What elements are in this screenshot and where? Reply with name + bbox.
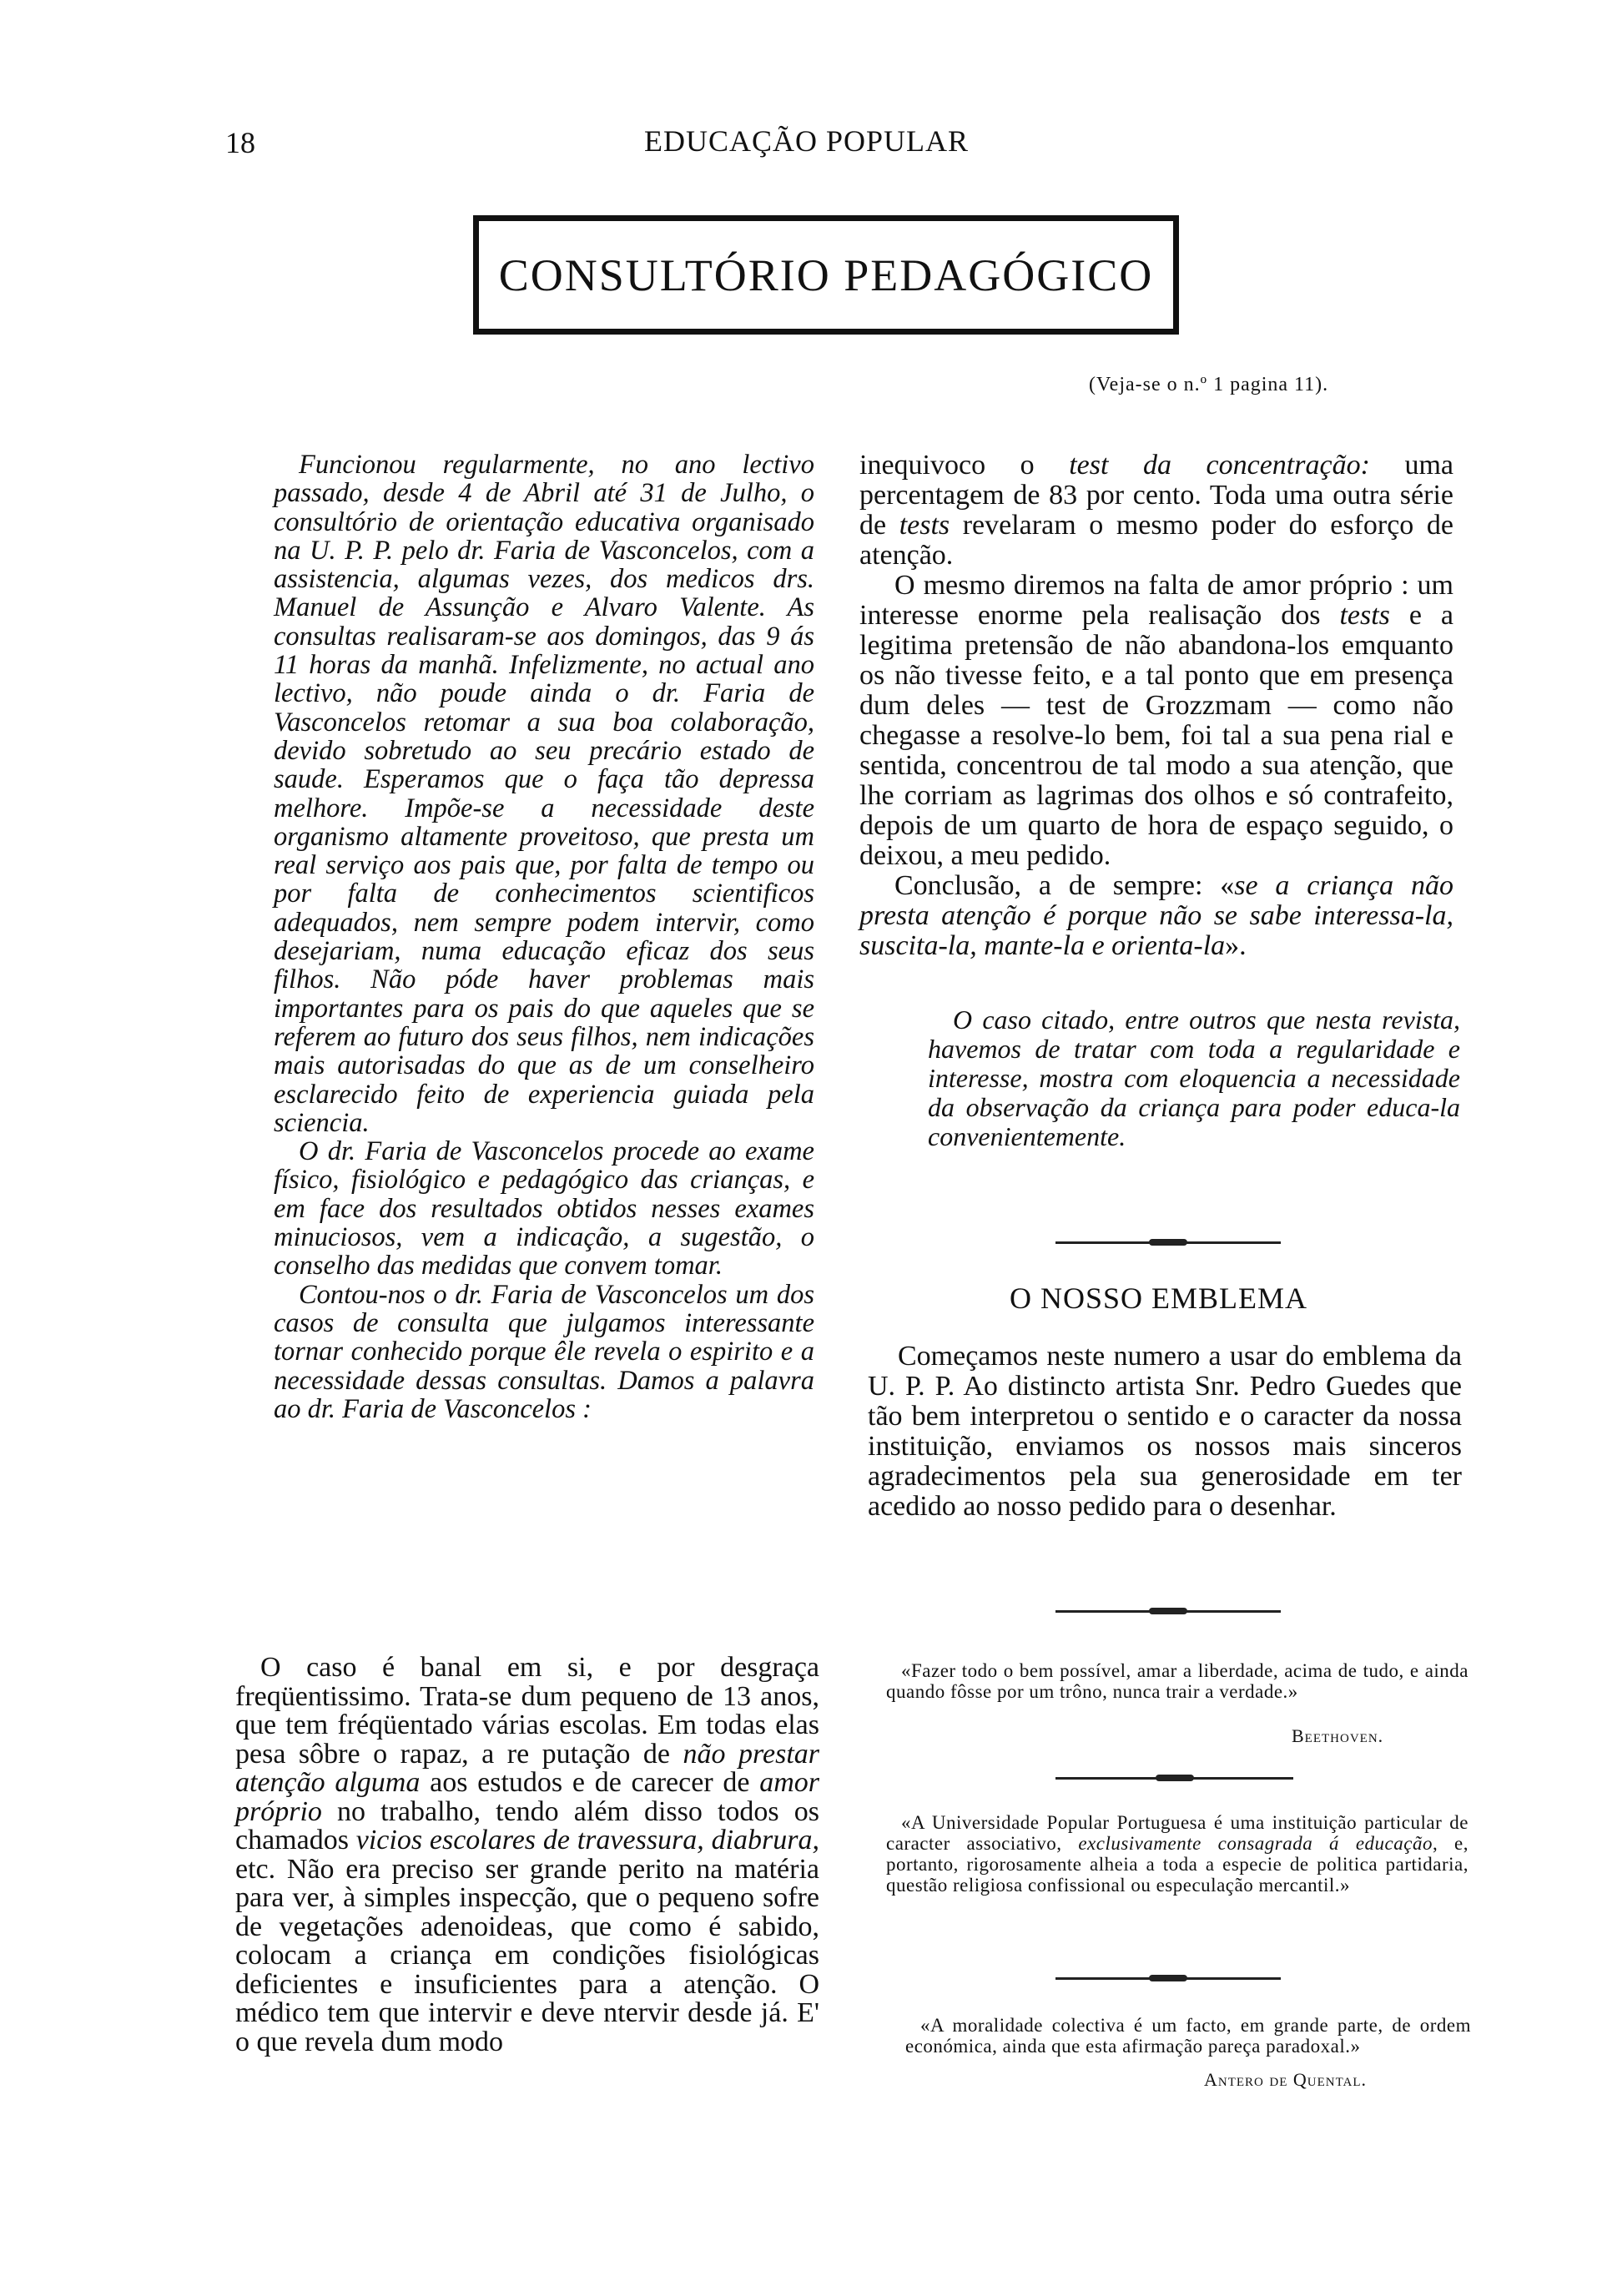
text-run: aos estudos e de carecer de bbox=[420, 1767, 760, 1798]
case-description bbox=[235, 1654, 819, 2057]
text-run: O mesmo diremos na falta de amor próprio : um interesse enorme pela realisação dos bbox=[859, 570, 1453, 631]
intro-paragraph: Contou-nos o dr. Faria de Vasconcelos um dos casos de consulta que julgamos interessante tornar conhecido porque êle revela o espirito e a necessidade dessas consultas. Damos a palavra ao dr. Faria de Vasconcelos : bbox=[274, 1279, 814, 1424]
page-number: 18 bbox=[225, 126, 255, 159]
divider-ornament bbox=[1149, 1975, 1187, 1981]
upp-statement bbox=[886, 1812, 1468, 1896]
continuation-paragraph bbox=[859, 571, 1453, 871]
left-intro bbox=[274, 451, 814, 1423]
text-run: e a legitima pretensão de não abandona-los emquanto os não tivesse feito, e a tal ponto que em presença dum deles — test de Grozzmam — como não chegasse a resolve-lo bem, foi tal a sua pena rial e sentida, concentrou de tal modo a sua atenção, que lhe corriam as lagrimas dos olhos e só contrafeito, depois de um quarto de hora de espaço seguido, o deixou, a meu pedido. bbox=[859, 600, 1453, 871]
intro-paragraph: O dr. Faria de Vasconcelos procede ao exame físico, fisiológico e pedagógico das crianças, e em face dos resultados obtidos nesses exames minuciosos, vem a indicação, a sugestão, o conselho das medidas que convem tomar. bbox=[274, 1136, 814, 1281]
text-run: ». bbox=[1225, 930, 1247, 961]
intro-paragraph: Funcionou regularmente, no ano lectivo passado, desde 4 de Abril até 31 de Julho, o consultório de orientação educativa organisado na U. P. P. pelo dr. Faria de Vasconcelos, com a assistencia, algumas vezes, dos medicos drs. Manuel de Assunção e Alvaro Valente. As consultas realisaram-se aos domingos, das 9 ás 11 horas da manhã. Infelizmente, no actual ano lectivo, não poude ainda o dr. Faria de Vasconcelos retomar a sua boa colaboração, devido sobretudo ao seu precário estado de saude. Esperamos que o faça tão depressa melhore. Impõe-se a necessidade deste organismo altamente proveitoso, que presta um real serviço aos pais que, por falta de tempo ou por falta de conhecimentos scientificos adequados, nem sempre podem intervir, como desejariam, numa educação eficaz dos seus filhos. Não póde haver problemas mais importantes para os pais do que aqueles que se referem ao futuro dos seus filhos, nem indicações mais autorisadas do que as de um conselheiro esclarecido feito de experiencia guiada pela sciencia. bbox=[274, 450, 814, 1138]
quote-text: «A moralidade colectiva é um facto, em grande parte, de ordem económica, ainda que esta afirmação pareça paradoxal.» bbox=[905, 2015, 1471, 2057]
antero-quote bbox=[905, 2015, 1471, 2057]
running-title: EDUCAÇÃO POPULAR bbox=[644, 124, 970, 158]
text-run: no trabalho, tendo além disso todos os chamados bbox=[235, 1795, 819, 1855]
see-reference: (Veja-se o n.º 1 pagina 11). bbox=[1089, 374, 1329, 395]
quote-author: Antero de Quental. bbox=[1204, 2069, 1368, 2090]
section-divider bbox=[1055, 1977, 1281, 1980]
text-run: «A Universidade Popular Portuguesa é uma instituição particular de caracter associativo, bbox=[886, 1812, 1468, 1854]
section-title: CONSULTÓRIO PEDAGÓGICO bbox=[498, 249, 1154, 300]
statement-text bbox=[886, 1812, 1468, 1896]
emblem-heading: O NOSSO EMBLEMA bbox=[1010, 1281, 1308, 1315]
emphasis: tests bbox=[1339, 600, 1390, 631]
quote-author: Beethoven. bbox=[1292, 1725, 1384, 1746]
text-run: O caso é banal em si, e por desgraça freqüentissimo. Trata-se dum pequeno de 13 anos, que tem fréqüentado várias escolas. Em todas elas pesa sôbre o rapaz, a re putação de bbox=[235, 1652, 819, 1770]
emphasis: amor próprio bbox=[235, 1767, 819, 1827]
text-run: , e, portanto, rigorosamente alheia a toda a especie de politica partidaria, questão religiosa confissional ou especulação mercantil.» bbox=[886, 1833, 1469, 1896]
text-run: uma percentagem de 83 por cento. Toda uma outra série de bbox=[859, 450, 1454, 541]
text-run: inequivoco o bbox=[859, 450, 1070, 481]
case-note-paragraph: O caso citado, entre outros que nesta revista, havemos de tratar com toda a regularidade e interesse, mostra com eloquencia a necessidade da observação da criança para poder educa-la convenientemente. bbox=[928, 1004, 1460, 1151]
conclusion-paragraph bbox=[859, 871, 1453, 961]
section-divider bbox=[1055, 1777, 1293, 1780]
text-run: etc. Não era preciso ser grande perito na matéria para ver, à simples inspecção, que o pequeno sofre de vegetações adenoideas, que como é sabido, colocam a criança em condições fisiológicas deficientes e insuficientes para a atenção. O médico tem que intervir e deve ntervir desde já. E' o que revela dum modo bbox=[235, 1853, 819, 2057]
emphasis: não prestar atenção alguma bbox=[235, 1738, 819, 1798]
emphasis: exclusivamente consagrada á educação bbox=[1078, 1833, 1433, 1854]
divider-ornament bbox=[1156, 1775, 1194, 1781]
emphasis: tests bbox=[899, 510, 950, 541]
text-run: Conclusão, a de sempre: « bbox=[894, 870, 1235, 901]
emblem-paragraph: Começamos neste numero a usar do emblema da U. P. P. Ao distincto artista Snr. Pedro Guedes que tão bem interpretou o sentido e o caracter da nossa instituição, enviamos os nossos mais sinceros agradecimentos pela sua generosidade em ter acedido ao nosso pedido para o desenhar. bbox=[868, 1341, 1462, 1522]
emphasis: vicios escolares de travessura, diabrura, bbox=[355, 1825, 820, 1855]
section-divider bbox=[1055, 1610, 1281, 1613]
divider-ornament bbox=[1149, 1239, 1187, 1246]
divider-ornament bbox=[1149, 1608, 1187, 1614]
section-title-box bbox=[473, 215, 1179, 335]
emphasis: se a criança não presta atenção é porque não se sabe interessa-la, suscita-la, mante-la e orienta-la bbox=[859, 870, 1453, 961]
case-paragraph bbox=[235, 1654, 819, 2057]
beethoven-quote bbox=[886, 1660, 1468, 1702]
text-run: revelaram o mesmo poder do esforço de atenção. bbox=[859, 510, 1453, 571]
emblem-text bbox=[868, 1342, 1462, 1522]
section-divider bbox=[1055, 1241, 1281, 1244]
case-continuation bbox=[859, 451, 1453, 961]
quote-text: «Fazer todo o bem possível, amar a liberdade, acima de tudo, e ainda quando fôsse por um trôno, nunca trair a verdade.» bbox=[886, 1660, 1468, 1702]
case-note bbox=[928, 1005, 1460, 1151]
continuation-paragraph bbox=[859, 451, 1453, 571]
emphasis: test da concentração: bbox=[1069, 450, 1370, 481]
